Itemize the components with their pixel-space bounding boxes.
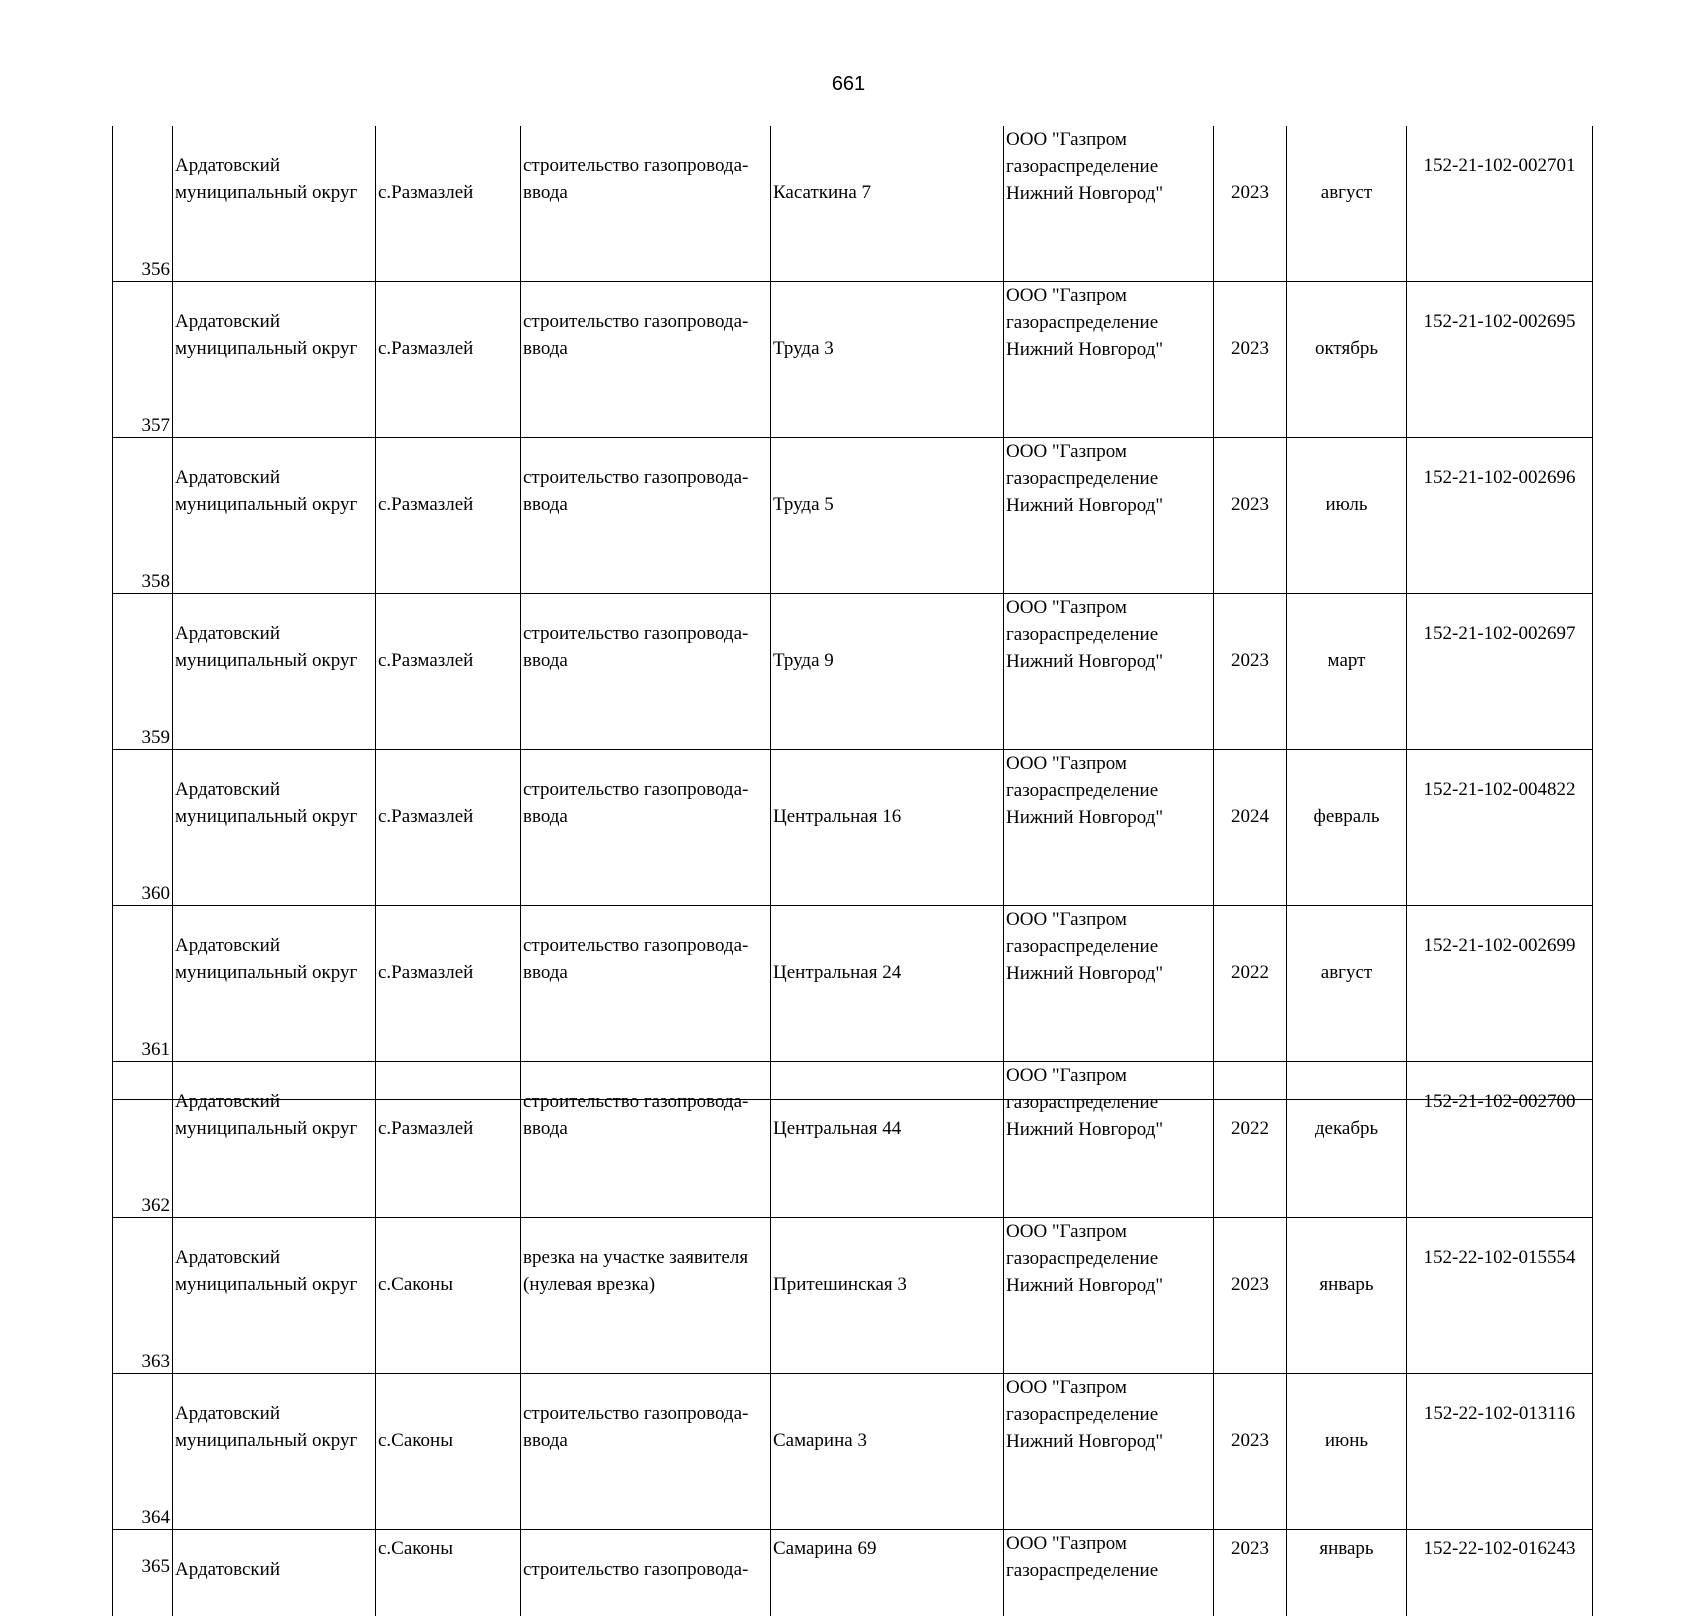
work-type-cell [521, 750, 771, 906]
organization-cell [1004, 1374, 1214, 1530]
table-row [113, 126, 1593, 282]
work-type-cell [521, 126, 771, 282]
organization-cell [1004, 1062, 1214, 1218]
district-cell-line: муниципальный округ [175, 1115, 375, 1142]
month-cell: февраль [1287, 750, 1407, 906]
district-cell-line: Ардатовский [175, 620, 375, 647]
work-type-cell-line: строительство газопровода- [523, 308, 770, 335]
work-type-cell-line: ввода [523, 491, 770, 518]
row-number-cell: 358 [113, 438, 173, 594]
year-cell: 2023 [1214, 1530, 1287, 1616]
address-cell: Центральная 44 [771, 1062, 1004, 1218]
year-cell: 2023 [1214, 438, 1287, 594]
organization-cell-line: ООО "Газпром [1006, 906, 1213, 933]
settlement-cell: с.Саконы [376, 1374, 521, 1530]
district-cell-line: муниципальный округ [175, 803, 375, 830]
settlement-cell: с.Размазлей [376, 282, 521, 438]
work-type-cell-line: строительство газопровода- [523, 620, 770, 647]
district-cell-line: Ардатовский [175, 464, 375, 491]
address-cell: Труда 9 [771, 594, 1004, 750]
organization-cell-line: Нижний Новгород" [1006, 336, 1213, 363]
year-cell: 2022 [1214, 906, 1287, 1062]
month-cell: июнь [1287, 1374, 1407, 1530]
organization-cell-line: Нижний Новгород" [1006, 804, 1213, 831]
organization-cell-line: Нижний Новгород" [1006, 1116, 1213, 1143]
year-cell: 2022 [1214, 1062, 1287, 1218]
district-cell-line: Ардатовский [175, 1088, 375, 1115]
work-type-cell-line: строительство газопровода- [523, 932, 770, 959]
organization-cell-line: ООО "Газпром [1006, 1062, 1213, 1089]
table-row [113, 1530, 1593, 1616]
row-number-cell: 361 [113, 906, 173, 1062]
settlement-cell: с.Размазлей [376, 126, 521, 282]
organization-cell-line: ООО "Газпром [1006, 750, 1213, 777]
table-row [113, 438, 1593, 594]
settlement-cell: с.Размазлей [376, 906, 521, 1062]
district-cell [173, 282, 376, 438]
table-row [113, 594, 1593, 750]
application-code-cell: 152-22-102-016243 [1407, 1530, 1593, 1616]
organization-cell-line: ООО "Газпром [1006, 594, 1213, 621]
year-cell: 2023 [1214, 1218, 1287, 1374]
month-cell: январь [1287, 1218, 1407, 1374]
work-type-cell-line: ввода [523, 803, 770, 830]
gas-connection-table [112, 126, 1593, 1616]
row-number-cell: 359 [113, 594, 173, 750]
month-cell: август [1287, 126, 1407, 282]
organization-cell [1004, 750, 1214, 906]
row-number-cell: 356 [113, 126, 173, 282]
organization-cell-line: Нижний Новгород" [1006, 960, 1213, 987]
district-cell [173, 126, 376, 282]
work-type-cell-line: ввода [523, 335, 770, 362]
organization-cell-line: ООО "Газпром [1006, 1530, 1213, 1557]
organization-cell [1004, 1218, 1214, 1374]
application-code-cell: 152-21-102-002696 [1407, 438, 1593, 594]
organization-cell-line: Нижний Новгород" [1006, 648, 1213, 675]
address-cell: Самарина 3 [771, 1374, 1004, 1530]
application-code-cell: 152-21-102-002697 [1407, 594, 1593, 750]
year-cell: 2024 [1214, 750, 1287, 906]
work-type-cell-line: ввода [523, 647, 770, 674]
organization-cell-line: газораспределение [1006, 1557, 1213, 1584]
organization-cell-line: газораспределение [1006, 621, 1213, 648]
work-type-cell-line: (нулевая врезка) [523, 1271, 770, 1298]
work-type-cell-line: строительство газопровода- [523, 464, 770, 491]
application-code-cell: 152-21-102-002695 [1407, 282, 1593, 438]
row-number-cell: 360 [113, 750, 173, 906]
district-cell-line: муниципальный округ [175, 959, 375, 986]
row-number-cell: 362 [113, 1062, 173, 1218]
district-cell-line: муниципальный округ [175, 1271, 375, 1298]
work-type-cell-line: строительство газопровода- [523, 1088, 770, 1115]
district-cell-line: муниципальный округ [175, 179, 375, 206]
organization-cell-line: газораспределение [1006, 465, 1213, 492]
work-type-cell [521, 1062, 771, 1218]
month-cell: март [1287, 594, 1407, 750]
district-cell [173, 750, 376, 906]
organization-cell-line: газораспределение [1006, 933, 1213, 960]
row-number-cell: 365 [113, 1530, 173, 1616]
work-type-cell-line: строительство газопровода- [523, 1400, 770, 1427]
table-row [113, 906, 1593, 1062]
work-type-cell-line: строительство газопровода- [523, 776, 770, 803]
organization-cell-line: ООО "Газпром [1006, 438, 1213, 465]
settlement-cell: с.Размазлей [376, 750, 521, 906]
application-code-cell: 152-22-102-013116 [1407, 1374, 1593, 1530]
organization-cell [1004, 594, 1214, 750]
district-cell [173, 906, 376, 1062]
month-cell: июль [1287, 438, 1407, 594]
work-type-cell-line: ввода [523, 179, 770, 206]
district-cell [173, 1530, 376, 1616]
month-cell: август [1287, 906, 1407, 1062]
district-cell [173, 1218, 376, 1374]
organization-cell [1004, 282, 1214, 438]
application-code-cell: 152-21-102-004822 [1407, 750, 1593, 906]
district-cell-line: муниципальный округ [175, 647, 375, 674]
organization-cell [1004, 906, 1214, 1062]
table-container [112, 126, 1592, 1100]
address-cell: Притешинская 3 [771, 1218, 1004, 1374]
work-type-cell [521, 282, 771, 438]
district-cell [173, 438, 376, 594]
settlement-cell: с.Размазлей [376, 438, 521, 594]
settlement-cell: с.Размазлей [376, 594, 521, 750]
settlement-cell: с.Саконы [376, 1530, 521, 1616]
organization-cell-line: газораспределение [1006, 153, 1213, 180]
work-type-cell-line: строительство газопровода- [523, 1556, 770, 1583]
work-type-cell [521, 438, 771, 594]
organization-cell-line: газораспределение [1006, 1401, 1213, 1428]
month-cell: декабрь [1287, 1062, 1407, 1218]
district-cell [173, 594, 376, 750]
work-type-cell [521, 906, 771, 1062]
district-cell-line: Ардатовский [175, 152, 375, 179]
address-cell: Труда 3 [771, 282, 1004, 438]
district-cell [173, 1374, 376, 1530]
table-row [113, 282, 1593, 438]
address-cell: Самарина 69 [771, 1530, 1004, 1616]
district-cell-line: Ардатовский [175, 1556, 375, 1583]
year-cell: 2023 [1214, 126, 1287, 282]
work-type-cell-line: ввода [523, 1427, 770, 1454]
table-row [113, 1062, 1593, 1218]
address-cell: Труда 5 [771, 438, 1004, 594]
district-cell-line: Ардатовский [175, 1400, 375, 1427]
page-number: 661 [0, 73, 1697, 96]
organization-cell-line: газораспределение [1006, 1245, 1213, 1272]
organization-cell-line: ООО "Газпром [1006, 126, 1213, 153]
work-type-cell-line: строительство газопровода- [523, 152, 770, 179]
organization-cell-line: ООО "Газпром [1006, 282, 1213, 309]
application-code-cell: 152-21-102-002700 [1407, 1062, 1593, 1218]
district-cell-line: муниципальный округ [175, 491, 375, 518]
address-cell: Центральная 16 [771, 750, 1004, 906]
month-cell: октябрь [1287, 282, 1407, 438]
work-type-cell [521, 1218, 771, 1374]
district-cell-line: муниципальный округ [175, 1427, 375, 1454]
address-cell: Центральная 24 [771, 906, 1004, 1062]
year-cell: 2023 [1214, 594, 1287, 750]
organization-cell-line: ООО "Газпром [1006, 1218, 1213, 1245]
application-code-cell: 152-21-102-002701 [1407, 126, 1593, 282]
district-cell-line: Ардатовский [175, 308, 375, 335]
work-type-cell-line: ввода [523, 959, 770, 986]
application-code-cell: 152-21-102-002699 [1407, 906, 1593, 1062]
organization-cell [1004, 126, 1214, 282]
organization-cell-line: газораспределение [1006, 309, 1213, 336]
district-cell-line: муниципальный округ [175, 335, 375, 362]
work-type-cell [521, 1530, 771, 1616]
application-code-cell: 152-22-102-015554 [1407, 1218, 1593, 1374]
row-number-cell: 357 [113, 282, 173, 438]
organization-cell-line: Нижний Новгород" [1006, 492, 1213, 519]
row-number-cell: 363 [113, 1218, 173, 1374]
district-cell-line: Ардатовский [175, 1244, 375, 1271]
settlement-cell: с.Размазлей [376, 1062, 521, 1218]
organization-cell-line: ООО "Газпром [1006, 1374, 1213, 1401]
year-cell: 2023 [1214, 1374, 1287, 1530]
month-cell: январь [1287, 1530, 1407, 1616]
table-row [113, 1374, 1593, 1530]
address-cell: Касаткина 7 [771, 126, 1004, 282]
work-type-cell [521, 1374, 771, 1530]
organization-cell [1004, 438, 1214, 594]
table-row [113, 750, 1593, 906]
table-row [113, 1218, 1593, 1374]
work-type-cell-line: врезка на участке заявителя [523, 1244, 770, 1271]
organization-cell-line: Нижний Новгород" [1006, 180, 1213, 207]
year-cell: 2023 [1214, 282, 1287, 438]
organization-cell-line: газораспределение [1006, 777, 1213, 804]
work-type-cell [521, 594, 771, 750]
organization-cell [1004, 1530, 1214, 1616]
organization-cell-line: Нижний Новгород" [1006, 1272, 1213, 1299]
organization-cell-line: газораспределение [1006, 1089, 1213, 1116]
work-type-cell-line: ввода [523, 1115, 770, 1142]
district-cell-line: Ардатовский [175, 932, 375, 959]
district-cell-line: Ардатовский [175, 776, 375, 803]
row-number-cell: 364 [113, 1374, 173, 1530]
organization-cell-line: Нижний Новгород" [1006, 1428, 1213, 1455]
district-cell [173, 1062, 376, 1218]
settlement-cell: с.Саконы [376, 1218, 521, 1374]
